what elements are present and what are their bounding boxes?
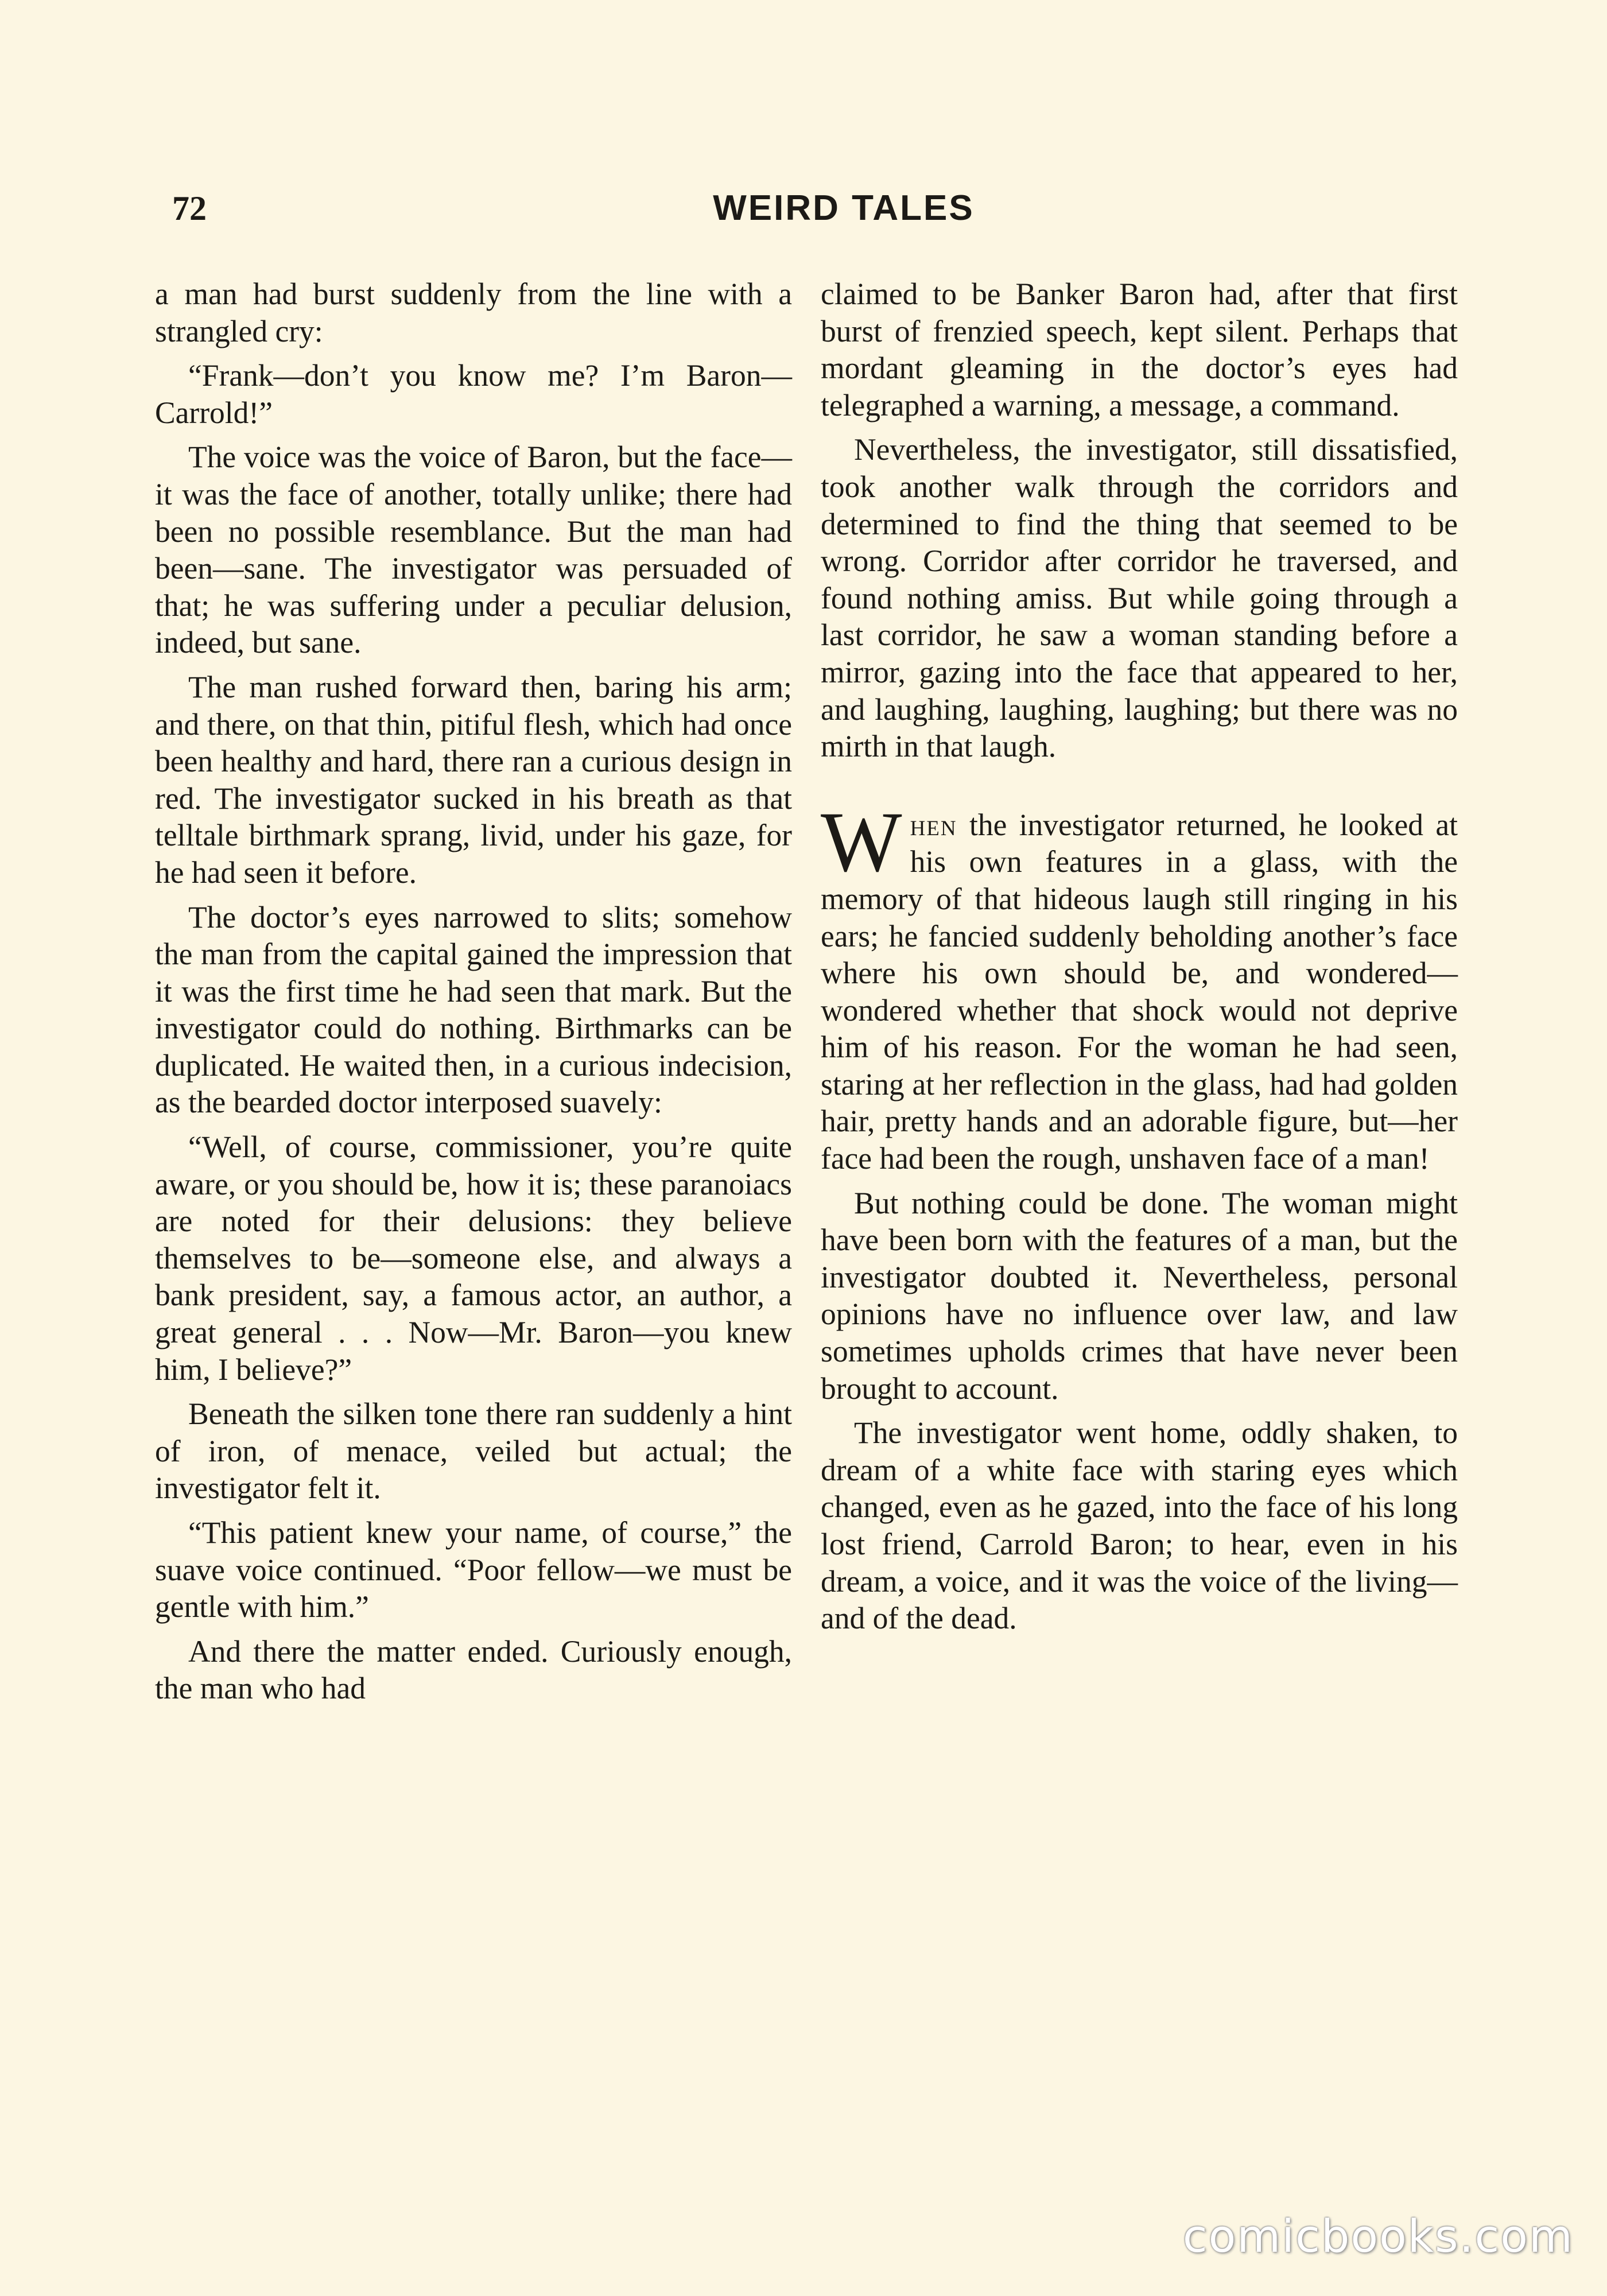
page-number: 72 [172, 189, 207, 227]
paragraph: Beneath the silken tone there ran suddenly a hint of iron, of menace, veiled but actual; the investigator felt it. [155, 1397, 792, 1506]
drop-cap: W [821, 794, 902, 890]
paragraph: “This patient knew your name, of course,” the suave voice continued. “Poor fellow—we must be gentle with him.” [155, 1515, 792, 1624]
page-header [172, 183, 1515, 234]
paragraph: a man had burst suddenly from the line with a strangled cry: [155, 277, 792, 348]
paragraph: The man rushed forward then, baring his arm; and there, on that thin, pitiful flesh, which had once been healthy and hard, there ran a curious design in red. The investigator sucked in his breath as that telltale birthmark sprang, livid, under his gaze, for he had seen it before. [155, 669, 792, 890]
smallcaps-lead: hen [910, 807, 957, 842]
watermark: comicbooks.com [1182, 2211, 1574, 2263]
section-start-paragraph [821, 794, 1458, 1177]
paragraph: And there the matter ended. Curiously enough, the man who had [155, 1634, 792, 1706]
paragraph: claimed to be Banker Baron had, after that first burst of frenzied speech, kept silent. Perhaps that mordant gleaming in the doctor’s eyes had telegraphed a warning, a message, a command. [821, 277, 1458, 422]
paragraph: Nevertheless, the investigator, still dissatisfied, took another walk through the corridors and determined to find the thing that seemed to be wrong. Corridor after corridor he traversed, and found nothing amiss. But while going through a last corridor, he saw a woman standing before a mirror, gazing into the face that appeared to her, and laughing, laughing, laughing; but there was no mirth in that laugh. [821, 432, 1458, 764]
paragraph: “Frank—don’t you know me? I’m Baron—Carrold!” [155, 358, 792, 430]
paragraph: “Well, of course, commissioner, you’re quite aware, or you should be, how it is; these paranoiacs are noted for their delusions: they believe themselves to be—someone else, and always a bank president, say, a famous actor, an author, a great general . . . Now—Mr. Baron—you knew him, I believe?” [155, 1130, 792, 1387]
paragraph: The doctor’s eyes narrowed to slits; somehow the man from the capital gained the impression that it was the first time he had seen that mark. But the investigator could do nothing. Birthmarks can be duplicated. He waited then, in a curious indecision, as the bearded doctor interposed suavely: [155, 899, 792, 1120]
paragraph: The voice was the voice of Baron, but the face—it was the face of another, totally unlike; there had been no possible resemblance. But the man had been—sane. The investigator was persuaded of that; he was suffering under a peculiar delusion, indeed, but sane. [155, 440, 792, 660]
paragraph: The investigator went home, oddly shaken, to dream of a white face with staring eyes which changed, even as he gazed, into the face of his long lost friend, Carrold Baron; to hear, even in his dream, a voice, and it was the voice of the living—and of the dead. [821, 1415, 1458, 1636]
paragraph-text: the investigator returned, he looked at his own features in a glass, with the memory of that hideous laugh still ringing in his ears; he fancied suddenly beholding another’s face where his own should be, and wondered—wondered whether that shock would not deprive him of his reason. For the woman he had seen, staring at her reflection in the glass, had had golden hair, pretty hands and an adorable figure, but—her face had been the rough, unshaven face of a man! [821, 807, 1458, 1176]
text-column-left [155, 276, 792, 1715]
text-column-right [821, 276, 1458, 1645]
paragraph: But nothing could be done. The woman might have been born with the features of a man, but the investigator doubted it. Nevertheless, personal opinions have no influence over law, and law sometimes upholds crimes that have never been brought to account. [821, 1185, 1458, 1406]
running-head: WEIRD TALES [713, 188, 975, 228]
